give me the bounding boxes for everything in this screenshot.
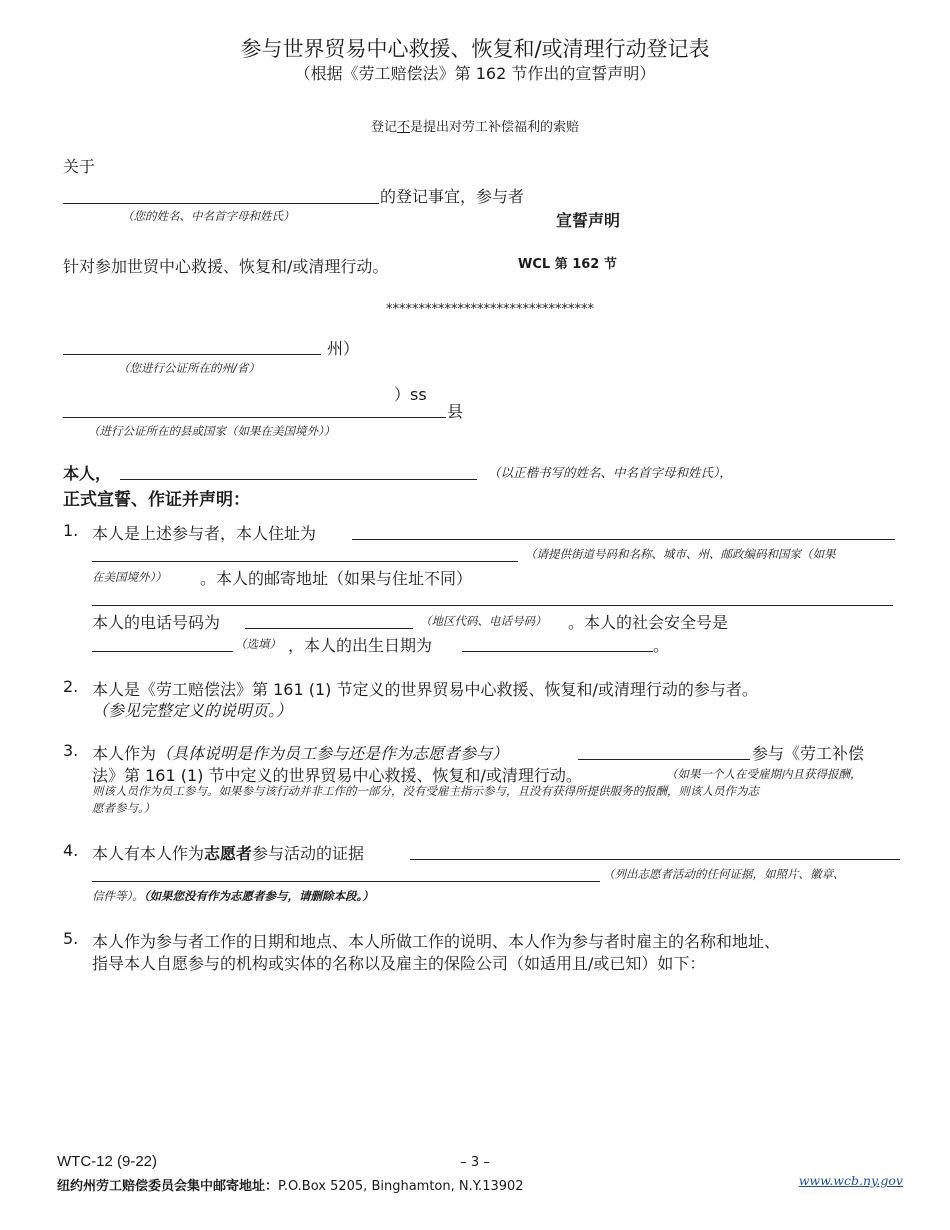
item5-line-2: 指导本人自愿参与的机构或实体的名称以及雇主的保险公司（如适用且/或已知）如下： — [92, 954, 706, 973]
address-hint: （请提供街道号码和名称、城市、州、邮政编码和国家（如果 — [525, 547, 836, 561]
phone-label: 本人的电话号码为 — [92, 613, 221, 632]
item4-note-2: 信件等）。（如果您没有作为志愿者参与，请删除本段。） — [92, 889, 374, 903]
item2-text: 本人是《劳工赔偿法》第 161 (1) 节定义的世界贸易中心救援、恢复和/或清理行动的参与者。 — [92, 680, 758, 699]
item1-number: 1. — [63, 521, 79, 540]
form-id: WTC-12 (9-22) — [57, 1153, 158, 1170]
item3-note-2: 则该人员作为员工参与。如果参与该行动并非工作的一部分，没有受雇主指示参与，且没有获得所提供服务的报酬，则该人员作为志 — [92, 784, 759, 798]
county-hint: （进行公证所在的县或国家（如果在美国境外）） — [88, 424, 336, 438]
ssn-field[interactable] — [92, 651, 233, 652]
residence-address-field[interactable] — [352, 539, 895, 540]
state-suffix: 州） — [327, 339, 360, 358]
item1-text: 本人是上述参与者，本人住址为 — [92, 524, 317, 543]
residence-address-field-2[interactable] — [92, 561, 518, 562]
item3-note-3: 愿者参与。） — [92, 801, 156, 815]
oath-statement: 正式宣誓、作证并声明： — [63, 490, 250, 510]
item2-note: （参见完整定义的说明页。） — [92, 701, 293, 720]
county-field[interactable] — [63, 417, 446, 418]
separator-stars: ******************************** — [386, 302, 594, 317]
item5-line-1: 本人作为参与者工作的日期和地点、本人所做工作的说明、本人作为参与者时雇主的名称和地址、 — [92, 932, 781, 951]
participant-name-field[interactable] — [63, 203, 379, 204]
dob-label: ，本人的出生日期为 — [288, 636, 433, 655]
registration-text: 的登记事宜，参与者 — [380, 187, 525, 206]
declarant-name-field[interactable] — [120, 479, 477, 480]
declarant-label: 本人， — [63, 464, 112, 483]
declarant-hint: （以正楷书写的姓名、中名首字母和姓氏）， — [488, 465, 732, 480]
item4-text: 本人有本人作为志愿者参与活动的证据 — [92, 844, 365, 863]
mailing-address-footer: 纽约州劳工赔偿委员会集中邮寄地址：P.O.Box 5205, Binghamton, N.Y.13902 — [57, 1179, 524, 1194]
name-hint: （您的姓名、中名首字母和姓氏） — [122, 209, 295, 223]
ss-label: ）ss — [394, 385, 427, 404]
item2-number: 2. — [63, 677, 79, 696]
optional-hint: （选填） — [235, 637, 281, 651]
regarding-label: 关于 — [63, 157, 96, 176]
item3-number: 3. — [63, 741, 79, 760]
volunteer-evidence-field[interactable] — [410, 859, 900, 860]
dob-field[interactable] — [462, 651, 653, 652]
volunteer-evidence-field-2[interactable] — [92, 881, 600, 882]
state-hint: （您进行公证所在的州/省） — [118, 361, 260, 375]
form-subtitle: （根据《劳工赔偿法》第 162 节作出的宣誓声明） — [294, 64, 656, 83]
state-field[interactable] — [63, 354, 321, 355]
address-hint-2: 在美国境外）） — [92, 570, 167, 584]
mailing-address-field[interactable] — [92, 605, 893, 606]
affidavit-label: 宣誓声明 — [556, 211, 621, 230]
page-number: – 3 – — [460, 1155, 490, 1170]
mailing-address-label: 。本人的邮寄地址（如果与住址不同） — [200, 569, 473, 588]
website-link[interactable]: www.wcb.ny.gov — [798, 1173, 903, 1188]
phone-field[interactable] — [245, 628, 413, 629]
ssn-label: 。本人的社会安全号是 — [568, 613, 729, 632]
item4-note-1: （列出志愿者活动的任何证据，如照片、徽章、 — [603, 867, 845, 881]
item3-text-b: 参与《劳工补偿 — [752, 744, 865, 763]
item3-text-c: 法》第 161 (1) 节中定义的世界贸易中心救援、恢复和/或清理行动。 — [92, 766, 582, 785]
item3-text: 本人作为（具体说明是作为员工参与还是作为志愿者参与） — [92, 744, 509, 763]
county-suffix: 县 — [447, 402, 464, 421]
item4-number: 4. — [63, 841, 79, 860]
participation-text: 针对参加世贸中心救援、恢复和/或清理行动。 — [63, 257, 389, 276]
item1-end: 。 — [653, 636, 670, 655]
item3-note-1: （如果一个人在受雇期内且获得报酬， — [666, 767, 862, 781]
wcl-section-label: WCL 第 162 节 — [518, 257, 617, 272]
form-title: 参与世界贸易中心救援、恢复和/或清理行动登记表 — [240, 37, 710, 61]
registration-notice: 登记不是提出对劳工补偿福利的索赔 — [370, 120, 580, 135]
phone-hint: （地区代码、电话号码） — [420, 614, 547, 628]
item5-number: 5. — [63, 929, 79, 948]
participation-type-field[interactable] — [578, 759, 750, 760]
